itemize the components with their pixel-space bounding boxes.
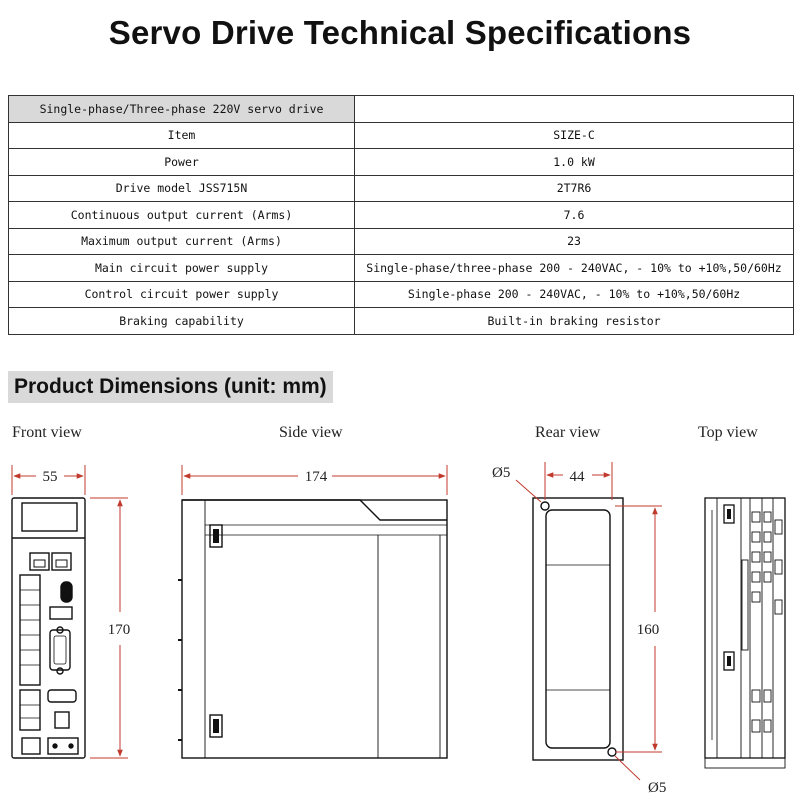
row-value: 2T7R6 [355, 175, 794, 202]
row-item: Maximum output current (Arms) [9, 228, 355, 255]
rear-view-label: Rear view [535, 424, 601, 441]
row-value: Single-phase/three-phase 200 - 240VAC, - 10% to +10%,50/60Hz [355, 255, 794, 282]
row-value: Single-phase 200 - 240VAC, - 10% to +10%,50/60Hz [355, 281, 794, 308]
front-view-label: Front view [12, 424, 82, 441]
top-view-label: Top view [698, 424, 758, 441]
row-item: Continuous output current (Arms) [9, 202, 355, 229]
row-item: Braking capability [9, 308, 355, 335]
top-view-drawing [705, 498, 785, 768]
row-value: 7.6 [355, 202, 794, 229]
row-value: SIZE-C [355, 122, 794, 149]
row-item: Drive model JSS715N [9, 175, 355, 202]
row-value: 1.0 kW [355, 149, 794, 176]
hole-top-label: Ø5 [492, 465, 511, 481]
row-item: Main circuit power supply [9, 255, 355, 282]
row-value: 23 [355, 228, 794, 255]
section-title: Product Dimensions (unit: mm) [8, 371, 333, 403]
table-header-cell: Single-phase/Three-phase 220V servo drive [9, 96, 355, 123]
front-view-drawing [12, 498, 85, 758]
side-view-drawing [178, 500, 447, 758]
rear-width-label: 44 [569, 469, 585, 485]
side-view-label: Side view [279, 424, 343, 441]
rear-height-label: 160 [636, 622, 660, 638]
hole-bottom-label: Ø5 [648, 780, 667, 796]
front-width-label: 55 [42, 469, 58, 485]
side-width-label: 174 [304, 469, 328, 485]
front-height-label: 170 [107, 622, 131, 638]
page-title: Servo Drive Technical Specifications [108, 14, 692, 51]
front-dimension-lines [12, 465, 128, 758]
row-value: Built-in braking resistor [355, 308, 794, 335]
row-item: Item [9, 122, 355, 149]
row-item: Control circuit power supply [9, 281, 355, 308]
rear-view-drawing [533, 498, 623, 760]
row-item: Power [9, 149, 355, 176]
